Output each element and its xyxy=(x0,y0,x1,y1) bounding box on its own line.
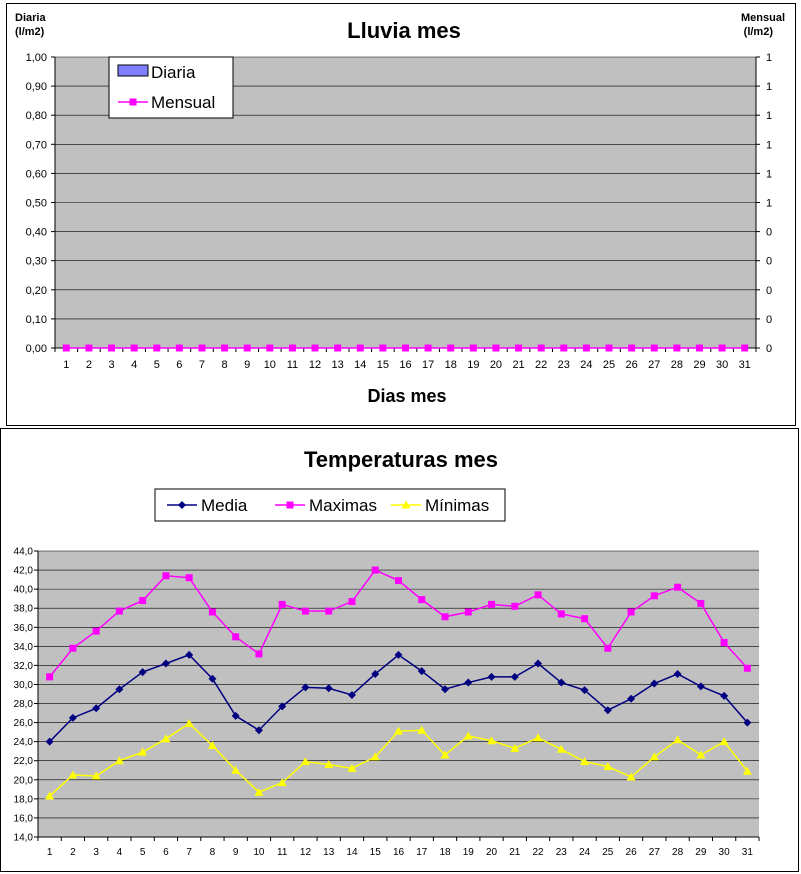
y-tick-label: 36,0 xyxy=(13,622,33,634)
y-tick-label: 0,00 xyxy=(25,343,47,355)
point-maximas xyxy=(255,650,262,657)
point-mensual xyxy=(131,345,138,352)
y2-tick-label: 1 xyxy=(766,81,773,94)
y2-tick-label: 1 xyxy=(766,110,773,123)
chart-title: Temperaturas mes xyxy=(303,447,499,472)
x-tick-label: 21 xyxy=(509,847,521,858)
point-mensual xyxy=(176,345,183,352)
point-mensual xyxy=(379,345,386,352)
legend xyxy=(155,489,505,521)
x-tick-label: 15 xyxy=(369,847,381,858)
point-mensual xyxy=(515,345,522,352)
point-mensual xyxy=(606,345,613,352)
x-tick-label: 11 xyxy=(277,847,288,858)
y-tick-label: 1,00 xyxy=(25,52,47,64)
y-tick-label: 32,0 xyxy=(13,660,33,672)
y2-tick-label: 1 xyxy=(766,139,773,152)
point-maximas xyxy=(46,673,53,680)
point-maximas xyxy=(697,600,704,607)
point-mensual xyxy=(425,345,432,352)
legend xyxy=(109,57,233,118)
x-tick-label: 16 xyxy=(399,359,412,371)
left-axis-title: Diaria xyxy=(15,12,46,24)
x-tick-label: 24 xyxy=(580,359,593,371)
legend-marker-maximas xyxy=(287,502,294,509)
x-tick-label: 7 xyxy=(186,847,192,858)
point-mensual xyxy=(492,345,499,352)
y-tick-label: 16,0 xyxy=(13,813,33,825)
x-tick-label: 30 xyxy=(718,847,730,858)
y-tick-label: 26,0 xyxy=(13,718,33,730)
y-tick-label: 20,0 xyxy=(13,775,33,787)
point-maximas xyxy=(302,608,309,615)
y-tick-label: 42,0 xyxy=(13,565,33,577)
y2-tick-label: 0 xyxy=(766,255,773,268)
x-tick-label: 27 xyxy=(648,847,660,858)
x-tick-label: 26 xyxy=(625,847,637,858)
point-mensual xyxy=(651,345,658,352)
point-maximas xyxy=(232,633,239,640)
x-axis-title: Dias mes xyxy=(367,386,447,406)
point-maximas xyxy=(674,584,681,591)
legend-marker-mensual xyxy=(130,99,137,106)
x-tick-label: 14 xyxy=(346,847,358,858)
x-tick-label: 31 xyxy=(741,847,753,858)
y2-tick-label: 1 xyxy=(766,52,773,64)
x-tick-label: 10 xyxy=(253,847,265,858)
point-mensual xyxy=(583,345,590,352)
point-maximas xyxy=(93,628,100,635)
x-tick-label: 12 xyxy=(299,847,312,858)
point-mensual xyxy=(289,345,296,352)
point-maximas xyxy=(488,601,495,608)
x-tick-label: 6 xyxy=(176,359,183,371)
y-tick-label: 0,10 xyxy=(25,313,47,326)
point-maximas xyxy=(721,639,728,646)
point-mensual xyxy=(673,345,680,352)
x-tick-label: 13 xyxy=(331,359,344,371)
y-tick-label: 14,0 xyxy=(13,832,33,844)
x-tick-label: 23 xyxy=(557,359,570,371)
legend-label-diaria: Diaria xyxy=(151,63,196,82)
x-tick-label: 15 xyxy=(376,359,390,371)
x-tick-label: 20 xyxy=(485,847,498,858)
x-tick-label: 19 xyxy=(462,847,474,858)
x-tick-label: 20 xyxy=(489,359,503,371)
point-mensual xyxy=(696,345,703,352)
point-mensual xyxy=(108,345,115,352)
point-maximas xyxy=(116,608,123,615)
y-tick-label: 0,80 xyxy=(25,110,47,123)
point-mensual xyxy=(447,345,454,352)
y-tick-label: 0,20 xyxy=(25,284,47,297)
y-tick-label: 0,90 xyxy=(25,81,47,94)
right-axis-title: Mensual xyxy=(740,12,785,24)
y2-tick-label: 1 xyxy=(766,168,773,181)
x-tick-label: 21 xyxy=(512,359,525,371)
legend-label-mnimas: Mínimas xyxy=(425,496,490,515)
x-tick-label: 2 xyxy=(85,359,92,371)
legend-label-media: Media xyxy=(201,496,248,515)
x-tick-label: 12 xyxy=(308,359,322,371)
y2-tick-label: 0 xyxy=(766,313,773,326)
x-tick-label: 17 xyxy=(421,359,435,371)
point-maximas xyxy=(418,596,425,603)
point-maximas xyxy=(535,591,542,598)
y-tick-label: 0,30 xyxy=(25,255,47,268)
right-axis-unit: (l/m2) xyxy=(743,26,773,38)
point-mensual xyxy=(153,345,160,352)
x-tick-label: 28 xyxy=(672,847,684,858)
point-mensual xyxy=(741,345,748,352)
y-tick-label: 0,50 xyxy=(25,197,47,210)
y-tick-label: 18,0 xyxy=(13,794,33,806)
point-mensual xyxy=(719,345,726,352)
x-tick-label: 9 xyxy=(244,359,251,371)
y2-tick-label: 0 xyxy=(766,226,773,239)
y2-tick-label: 0 xyxy=(766,343,773,355)
x-tick-label: 19 xyxy=(467,359,480,371)
rain-chart xyxy=(7,4,797,427)
point-maximas xyxy=(604,645,611,652)
point-mensual xyxy=(244,345,251,352)
point-maximas xyxy=(325,608,332,615)
y-tick-label: 0,60 xyxy=(25,168,47,181)
point-maximas xyxy=(395,577,402,584)
temperature-chart-panel xyxy=(0,428,799,872)
point-maximas xyxy=(744,665,751,672)
y-tick-label: 24,0 xyxy=(13,737,33,749)
point-maximas xyxy=(186,574,193,581)
x-tick-label: 18 xyxy=(439,847,451,858)
point-maximas xyxy=(442,613,449,620)
point-maximas xyxy=(372,567,379,574)
x-tick-label: 18 xyxy=(444,359,457,371)
y-tick-label: 34,0 xyxy=(13,641,33,653)
point-maximas xyxy=(209,609,216,616)
point-mensual xyxy=(560,345,567,352)
x-tick-label: 25 xyxy=(602,359,616,371)
point-mensual xyxy=(63,345,70,352)
x-tick-label: 7 xyxy=(198,359,206,371)
point-maximas xyxy=(651,592,658,599)
x-tick-label: 17 xyxy=(416,847,428,858)
temperature-chart xyxy=(1,429,800,873)
point-mensual xyxy=(312,345,319,352)
y-tick-label: 40,0 xyxy=(13,584,33,596)
x-tick-label: 8 xyxy=(221,359,228,371)
x-tick-label: 3 xyxy=(93,847,99,858)
x-tick-label: 5 xyxy=(139,847,146,858)
point-maximas xyxy=(69,645,76,652)
point-maximas xyxy=(511,603,518,610)
x-tick-label: 31 xyxy=(738,359,751,371)
x-tick-label: 4 xyxy=(116,847,123,858)
x-tick-label: 16 xyxy=(392,847,405,858)
point-mensual xyxy=(334,345,341,352)
x-tick-label: 13 xyxy=(323,847,335,858)
y-tick-label: 30,0 xyxy=(13,679,33,691)
x-tick-label: 29 xyxy=(693,359,706,371)
x-tick-label: 23 xyxy=(555,847,567,858)
x-tick-label: 1 xyxy=(63,359,70,371)
y-tick-label: 0,40 xyxy=(25,226,47,239)
legend-label-mensual: Mensual xyxy=(151,93,216,112)
y2-tick-label: 0 xyxy=(766,284,773,297)
x-tick-label: 22 xyxy=(535,359,548,371)
x-tick-label: 9 xyxy=(232,847,239,858)
x-tick-label: 3 xyxy=(108,359,115,371)
y-tick-label: 28,0 xyxy=(13,699,33,711)
legend-label-maximas: Maximas xyxy=(309,496,378,515)
x-tick-label: 14 xyxy=(354,359,367,371)
point-mensual xyxy=(357,345,364,352)
x-tick-label: 24 xyxy=(579,847,591,858)
y-tick-label: 38,0 xyxy=(13,603,33,615)
point-maximas xyxy=(581,615,588,622)
y-tick-label: 0,70 xyxy=(25,139,47,152)
point-mensual xyxy=(402,345,409,352)
x-tick-label: 8 xyxy=(209,847,216,858)
x-tick-label: 10 xyxy=(263,359,276,371)
y-tick-label: 44,0 xyxy=(13,546,33,558)
x-tick-label: 30 xyxy=(715,359,729,371)
left-axis-unit: (l/m2) xyxy=(15,26,45,38)
point-maximas xyxy=(465,609,472,616)
chart-title: Lluvia mes xyxy=(347,18,461,43)
x-tick-label: 5 xyxy=(153,359,160,371)
point-maximas xyxy=(279,601,286,608)
point-maximas xyxy=(628,609,635,616)
x-tick-label: 11 xyxy=(286,359,299,371)
x-tick-label: 4 xyxy=(131,359,138,371)
point-maximas xyxy=(348,598,355,605)
y2-tick-label: 1 xyxy=(766,197,773,210)
x-tick-label: 29 xyxy=(695,847,707,858)
x-tick-label: 2 xyxy=(70,847,76,858)
x-tick-label: 22 xyxy=(532,847,544,858)
point-mensual xyxy=(266,345,273,352)
point-mensual xyxy=(198,345,205,352)
point-mensual xyxy=(85,345,92,352)
y-tick-label: 22,0 xyxy=(13,756,33,768)
point-maximas xyxy=(139,597,146,604)
point-mensual xyxy=(470,345,477,352)
x-tick-label: 25 xyxy=(602,847,614,858)
point-maximas xyxy=(162,572,169,579)
point-mensual xyxy=(538,345,545,352)
x-tick-label: 1 xyxy=(46,847,53,858)
x-tick-label: 27 xyxy=(648,359,661,371)
point-mensual xyxy=(221,345,228,352)
x-tick-label: 6 xyxy=(163,847,169,858)
legend-swatch-diaria xyxy=(118,65,148,76)
x-tick-label: 28 xyxy=(670,359,683,371)
x-tick-label: 26 xyxy=(625,359,638,371)
point-maximas xyxy=(558,610,565,617)
point-mensual xyxy=(628,345,635,352)
rain-chart-panel xyxy=(6,3,796,426)
